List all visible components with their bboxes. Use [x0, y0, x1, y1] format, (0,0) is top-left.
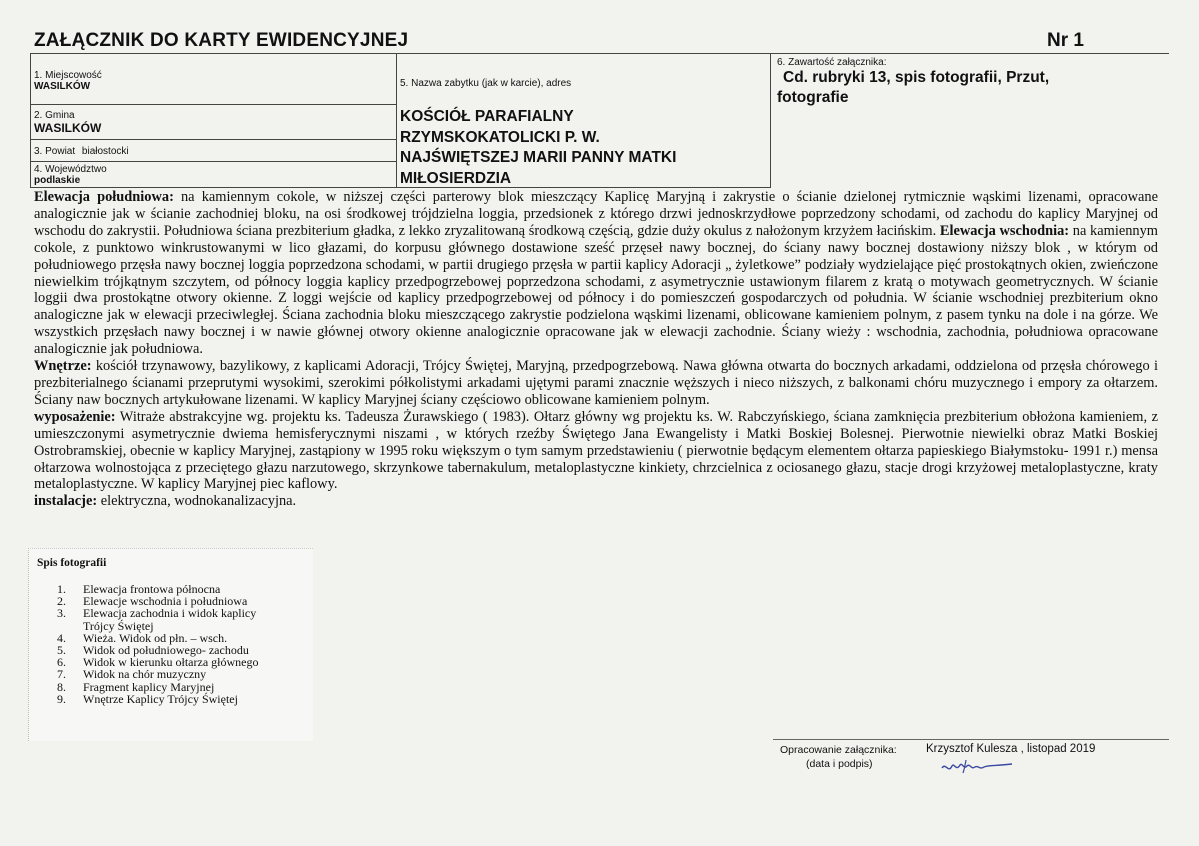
photo-item-number: 4.: [57, 630, 66, 645]
field-1-label: 1. Miejscowość: [34, 70, 102, 81]
field-1-value: WASILKÓW: [34, 81, 91, 92]
heading-south-elevation: Elewacja południowa:: [34, 189, 174, 205]
field-3-value: białostocki: [81, 146, 129, 157]
col-divider-2: [770, 53, 771, 188]
description-body: [34, 189, 1158, 510]
document-title: ZAŁĄCZNIK DO KARTY EWIDENCYJNEJ: [34, 30, 409, 51]
attachment-contents: [777, 68, 1177, 107]
photo-list-title: Spis fotografii: [37, 557, 107, 569]
text-furnishings: Witraże abstrakcyjne wg. projektu ks. Tadeusza Żurawskiego ( 1983). Ołtarz główny wg projektu ks. W. Rabczyńskiego, ściana zamknięcia prezbiterium obłożona kamieniem, z umieszczonymi asymetrycznie dwiema hemisferycznymi niszami , w których rzeźby Świętego Jana Ewangelisty i Matki Boskiej Bolesnej. Pierwotnie niewielki obraz Matki Boskiej Ostrobramskiej, obecnie w kaplicy Maryjnej, zastąpiony w 1995 roku większym o tym samym przedstawieniu ( pierwotnie będącym elementem ołtarza papieskiego Białymstoku- 1991 r.) mensa ołtarzowa wolnostojąca z przeciętego głazu narzutowego, skrzynkowe tabernakulum, metaloplastyczne kinkiety, chrzcielnica z ociosanego głazu, stacje drogi krzyżowej metaloplastyczne, kraty metaloplastyczne. W kaplicy Maryjnej piec kaflowy.: [34, 408, 1158, 493]
row-divider-2: [30, 139, 397, 140]
photo-list-item: [57, 693, 313, 705]
field-2-value: WASILKÓW: [34, 121, 102, 135]
photo-list: [57, 583, 313, 705]
photo-item-number: 6.: [57, 655, 66, 670]
paragraph-elevations: [34, 189, 1158, 358]
photo-item-text: Trójcy Świętej: [83, 618, 154, 633]
prepared-by-label: Opracowanie załącznika:: [780, 744, 897, 756]
date-signature-label: (data i podpis): [806, 758, 873, 770]
text-east-elevation: na kamiennym cokole, z punktowo winkrustowanymi w lico głazami, do korpusu głównego dostawione sześć przęseł nawy bocznej, do ściany nawy bocznej dostawiony niższy blok , w którym od południowego przęsła nawy bocznej loggia poprzedzona schodami, w partii drugiego przęsła w partii kaplicy Adoracji „ żyletkowe” podziały wydzielające pięć prostokątnych okien, zwieńczone niewielkim trójkątnym szczytem, od północy loggia kaplicy przedpogrzebowej poprzedzona schodami, z asymetrycznie ustawionym filarem z kratą o motywach geometrycznych. W ścianie loggii dwa prostokątne otwory okienne. Z loggi wejście od kaplicy przedpogrzebowej od północy i do pomieszczeń gospodarczych od południa. W ścianie wschodniej prezbiterium okno analogiczne jak w elewacji przeciwległej. Ściana zachodnia bloku mieszczącego zakrystie podzielona wąskimi lizenami, oblicowane kamieniem polnym, z pasem tynku na dole i na górze. We wszystkich przęsłach nawy bocznej i w nawie głównej otwory okienne analogicznie opracowane jak w elewacji zachodnie. Ściany wieży : wschodnia, zachodnia, południowa opracowane analogicznie jak południowa.: [34, 222, 1158, 358]
heading-east-elevation: Elewacja wschodnia:: [939, 222, 1070, 239]
field-6-label: 6. Zawartość załącznika:: [777, 57, 887, 68]
author-and-date: Krzysztof Kulesza , listopad 2019: [926, 743, 1096, 755]
photo-item-number: 3.: [57, 606, 66, 621]
monument-name-line: MIŁOSIERDZIA: [400, 169, 512, 187]
monument-name: [400, 107, 676, 189]
monument-name-line: RZYMSKOKATOLICKI P. W.: [400, 128, 600, 146]
paragraph-furnishings: [34, 409, 1158, 494]
photo-list-item: [57, 681, 313, 693]
table-left-border: [30, 53, 31, 188]
photo-list-item: [57, 607, 313, 619]
photo-item-text: Elewacja frontowa północna: [83, 582, 221, 596]
footer-label: [780, 743, 897, 771]
photo-item-number: 7.: [57, 667, 66, 682]
heading-installations: instalacje:: [34, 493, 98, 510]
photo-item-number: 1.: [57, 582, 66, 596]
field-5-label: 5. Nazwa zabytku (jak w karcie), adres: [400, 78, 572, 89]
col-divider-1: [396, 53, 397, 188]
photo-item-number: 2.: [57, 594, 66, 609]
photo-item-text: Wnętrze Kaplicy Trójcy Świętej: [83, 691, 238, 706]
photo-item-text: Wieża. Widok od płn. – wsch.: [83, 630, 228, 645]
photo-item-number: 5.: [57, 643, 66, 658]
photo-list-item: [57, 668, 313, 680]
photo-item-text: Elewacja zachodnia i widok kaplicy: [83, 606, 257, 621]
text-interior: kościół trzynawowy, bazylikowy, z kaplicami Adoracji, Trójcy Świętej, Maryjną, przedpogrzebową. Nawa główna otwarta do bocznych arkadami, oddzielona od przęsła chórowego i prezbiterialnego ścianami przeprutymi wysokimi, szerokimi półkolistymi arkadami ujętymi parami znacznie węższych i nieco niższych, z balkonami chóru muzycznego i empory za ołtarzem. Ściany naw bocznych artykułowane lizenami. W kaplicy Maryjnej ściany częściowo oblicowane kamieniem polnym.: [34, 358, 1158, 408]
photo-item-text: Widok na chór muzyczny: [83, 667, 207, 682]
attachment-number: Nr 1: [1047, 30, 1084, 51]
text-south-elevation: na kamiennym cokole, w niższej części parterowy blok mieszczący Kaplicę Maryjną i zakrystie o ścianie dzielonej rytmicznie wąskimi lizenami, opracowane analogicznie jak w ścianie zachodniej bloku, na osi środkowej trójdzielna loggia, przedsionek z którego drzwi jednoskrzydłowe poprzedzony schodami, od zachodu do kaplicy Maryjnej od wschodu do zakrystii. Południowa ściana prezbiterium gładka, z lekko zryzalitowaną środkową częścią, gdzie duży okulus z nałożonym krzyżem łacińskim.: [34, 189, 1158, 239]
paragraph-interior: [34, 358, 1158, 409]
field-3-label-text: 3. Powiat: [34, 146, 76, 157]
field-4-value: podlaskie: [34, 175, 81, 186]
attachment-contents-line-1: Cd. rubryki 13, spis fotografii, Przut,: [783, 69, 1050, 86]
photo-item-text: Widok w kierunku ołtarza głównego: [83, 655, 259, 670]
text-installations: elektryczna, wodnokanalizacyjna.: [97, 493, 297, 510]
photo-item-text: Widok od południowego- zachodu: [83, 643, 249, 658]
footer-rule: [773, 739, 1169, 740]
photo-item-text: Fragment kaplicy Maryjnej: [83, 679, 215, 694]
paragraph-installations: [34, 493, 1158, 510]
heading-furnishings: wyposażenie:: [34, 408, 116, 425]
signature: [940, 756, 1020, 778]
photo-item-number: 8.: [57, 679, 66, 694]
header-rule: [30, 53, 1169, 54]
photo-list-item: [57, 620, 313, 632]
field-4-label: 4. Województwo: [34, 164, 107, 175]
row-divider-3: [30, 161, 397, 162]
monument-name-line: KOŚCIÓŁ PARAFIALNY: [400, 108, 574, 125]
field-2-label: 2. Gmina: [34, 110, 75, 121]
field-3-label: [34, 146, 129, 157]
heading-interior: Wnętrze:: [34, 358, 92, 375]
attachment-contents-line-2: fotografie: [777, 88, 849, 106]
photo-item-text: Elewacje wschodnia i południowa: [83, 594, 248, 609]
row-divider-1: [30, 104, 397, 105]
monument-name-line: NAJŚWIĘTSZEJ MARII PANNY MATKI: [400, 149, 677, 166]
photo-list-box: [28, 548, 313, 741]
photo-item-number: 9.: [57, 691, 66, 706]
photo-item-number: [57, 620, 83, 632]
